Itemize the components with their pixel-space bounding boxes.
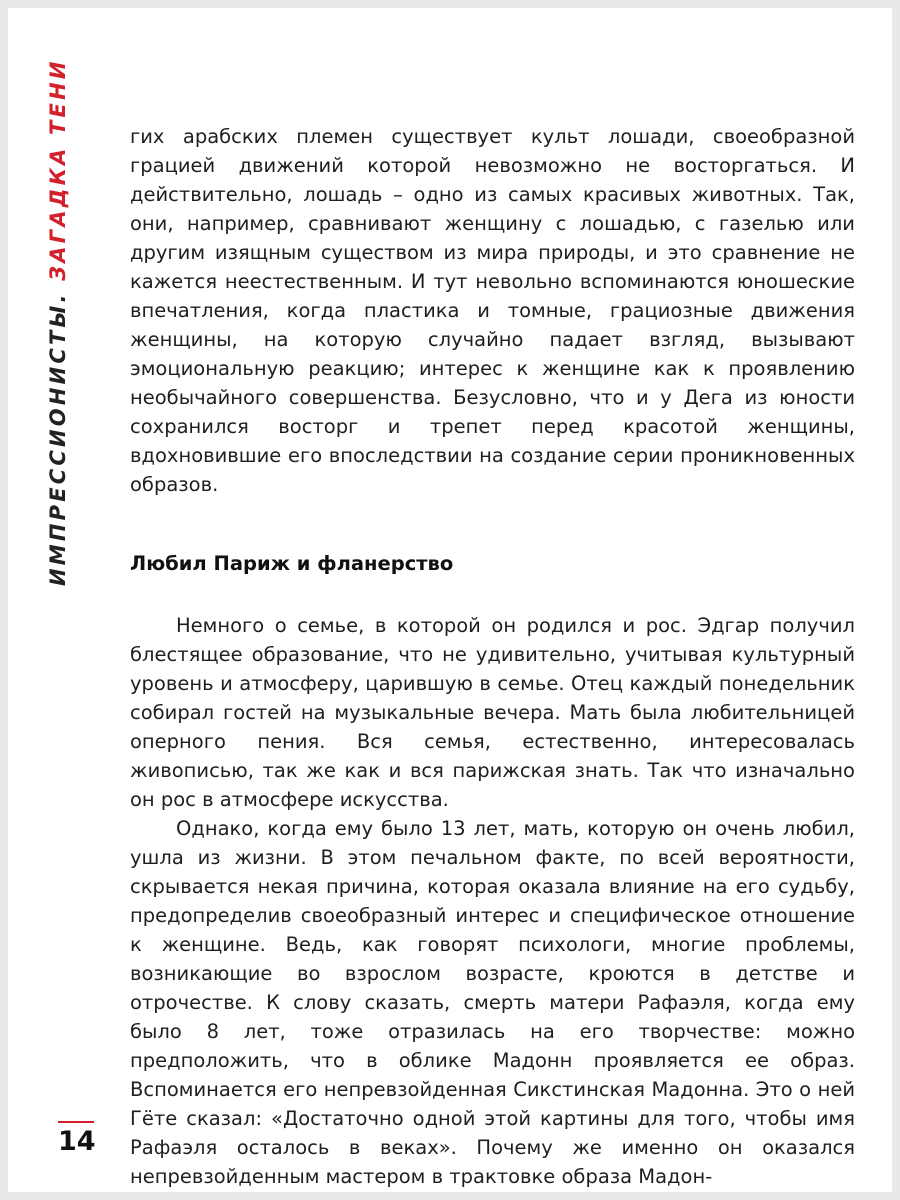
- paragraph-family: Немного о семье, в которой он родился и рос. Эдгар получил блестящее образование, что не удивительно, учитывая культурный уровень и атмосферу, царившую в семье. Отец каждый понедельник собирал гостей на музыкальные вечера. Мать была любительницей оперного пения. Вся семья, естественно, интересовалась живописью, так же как и вся парижская знать. Так что изначально он рос в атмосфере искусства.: [130, 614, 855, 811]
- body-text: [130, 122, 855, 1191]
- page-number-rule: [58, 1121, 94, 1123]
- book-page: [8, 8, 892, 1192]
- page-number: 14: [58, 1126, 96, 1157]
- running-title-series: ИМПРЕССИОНИСТЫ.: [46, 291, 70, 586]
- paragraph-mother: Однако, когда ему было 13 лет, мать, которую он очень любил, ушла из жизни. В этом печальном факте, по всей вероятности, скрывается некая причина, которая оказала влияние на его судьбу, предопределив своеобразный интерес и специфическое отношение к женщине. Ведь, как говорят психологи, многие проблемы, возникающие во взрослом возрасте, кроются в детстве и отрочестве. К слову сказать, смерть матери Рафаэля, когда ему было 8 лет, тоже отразилась на его творчестве: можно предположить, что в облике Мадонн проявляется ее образ. Вспоминается его непревзойденная Сикстинская Мадонна. Это о ней Гёте сказал: «Достаточно одной этой картины для того, чтобы имя Рафаэля осталось в веках». Почему же именно он оказался непревзойденным мастером в трактовке образа Мадон-: [130, 817, 855, 1188]
- running-title-vertical: [38, 58, 78, 586]
- paragraph-continued: гих арабских племен существует культ лошади, своеобразной грацией движений которой невозможно не восторгаться. И действительно, лошадь – одно из самых красивых животных. Так, они, например, сравнивают женщину с лошадью, с газелью или другим изящным существом из мира природы, и это сравнение не кажется неестественным. И тут невольно вспоминаются юношеские впечатления, когда пластика и томные, грациозные движения женщины, на которую случайно падает взгляд, вызывают эмоциональную реакцию; интерес к женщине как к проявлению необычайного совершенства. Безусловно, что и у Дега из юности сохранился восторг и трепет перед красотой женщины, вдохновившие его впоследствии на создание серии проникновенных образов.: [130, 125, 855, 496]
- section-heading: Любил Париж и фланерство: [130, 552, 454, 575]
- running-title-book: ЗАГАДКА ТЕНИ: [46, 58, 70, 281]
